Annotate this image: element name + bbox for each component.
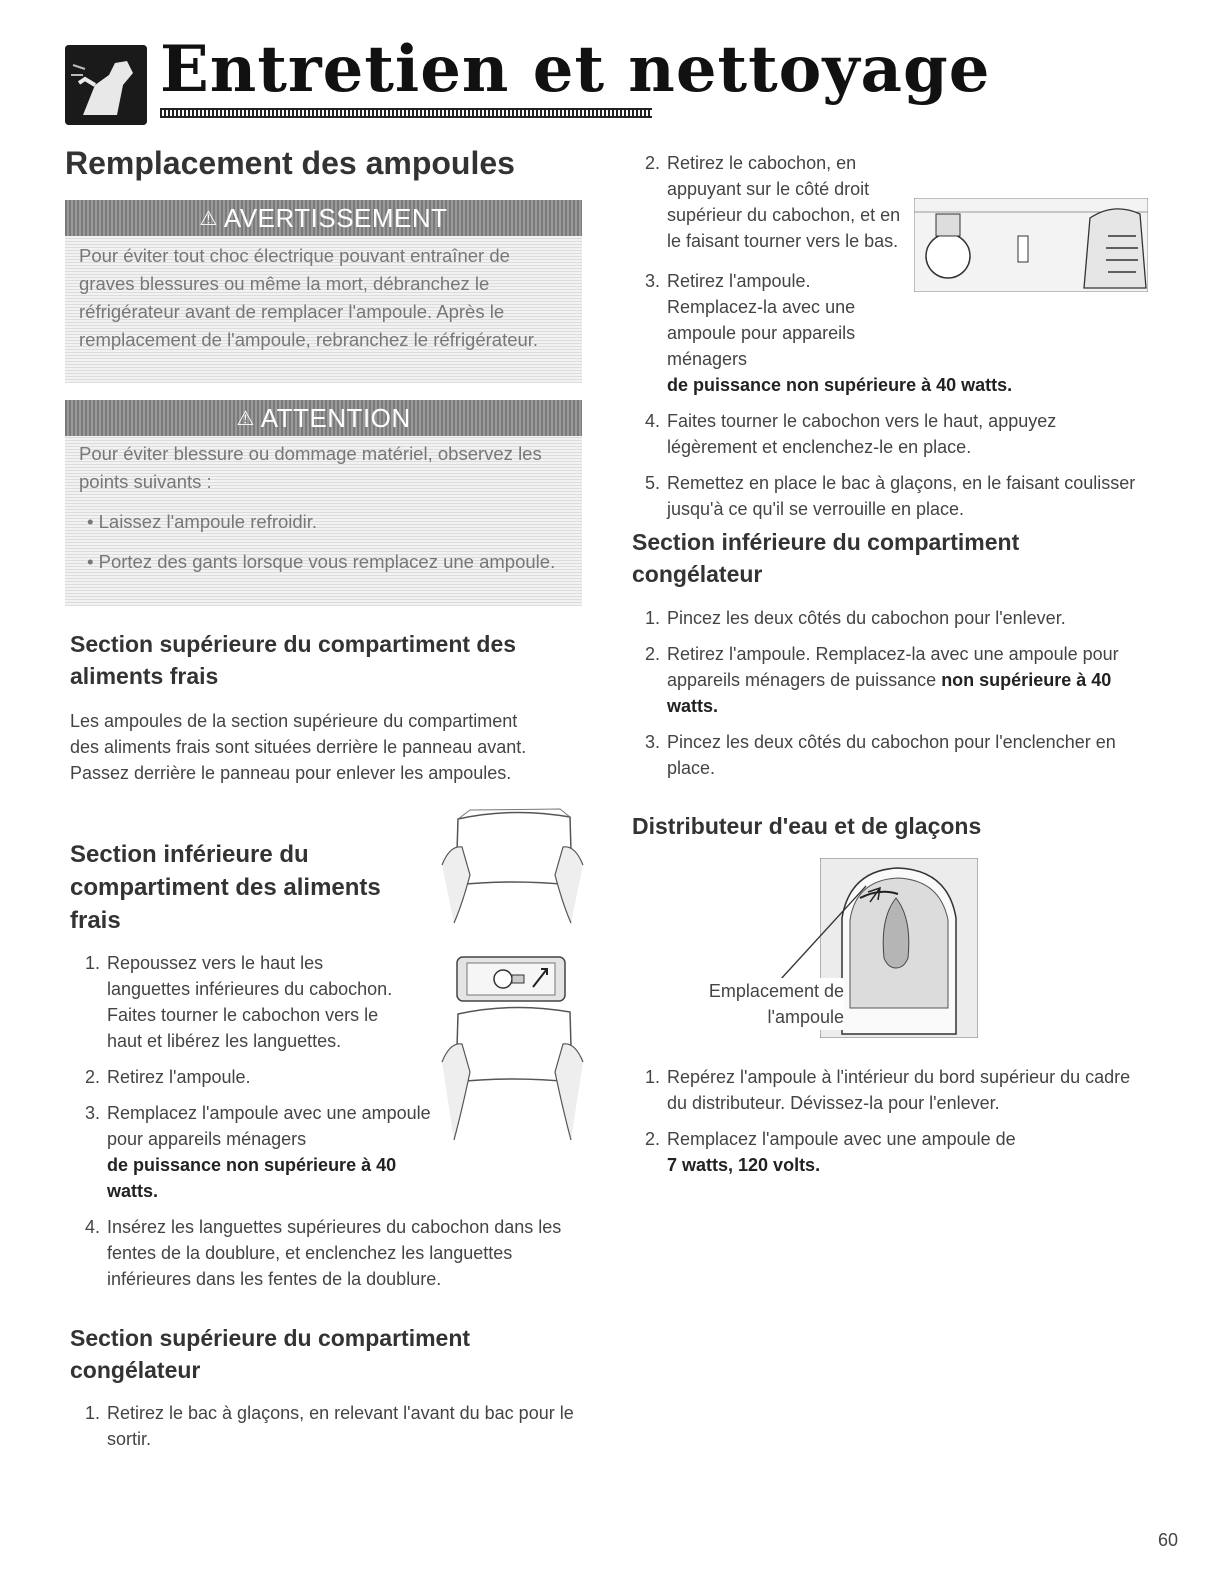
bulb-location-callout: Emplacement de l'ampoule: [676, 978, 844, 1030]
freezer-lower-steps: [645, 605, 1145, 791]
fresh-lower-steps: [85, 950, 565, 1302]
list-item: 4. Faites tourner le cabochon vers le haut, appuyez légèrement et enclenchez-le en place.: [645, 411, 1057, 457]
list-item: 2. Retirez le cabochon, en appuyant sur le côté droit supérieur du cabochon, et en le faisant tourner vers le bas.: [645, 153, 901, 251]
caution-bullet: • Portez des gants lorsque vous remplacez une ampoule.: [87, 551, 556, 572]
list-item: 2. Retirez l'ampoule.: [85, 1067, 251, 1087]
caution-bullet: • Laissez l'ampoule refroidir.: [87, 511, 318, 532]
warning-label: AVERTISSEMENT: [223, 202, 448, 233]
page-number: 60: [1158, 1530, 1179, 1550]
list-item: 2. Remplacez l'ampoule avec une ampoule de 7 watts, 120 volts.: [645, 1129, 1016, 1175]
freezer-lower-heading: Section inférieure du compartiment congélateur: [632, 529, 1020, 587]
page-title: Entretien et nettoyage: [160, 32, 991, 107]
caution-triangle-icon: ⚠: [236, 407, 255, 430]
list-item: 3. Pincez les deux côtés du cabochon pour l'enclencher en place.: [645, 732, 1116, 778]
freezer-upper-heading: Section supérieure du compartiment congélateur: [70, 1325, 471, 1383]
list-item: 1. Repérez l'ampoule à l'intérieur du bord supérieur du cadre du distributeur. Dévissez-la pour l'enlever.: [645, 1067, 1131, 1113]
list-item: 1. Repoussez vers le haut les languettes inférieures du cabochon. Faites tourner le cabochon vers le haut et libérez les languettes.: [85, 953, 393, 1051]
list-item: 1. Retirez le bac à glaçons, en relevant l'avant du bac pour le sortir.: [85, 1403, 574, 1449]
fresh-upper-heading: Section supérieure du compartiment des aliments frais: [70, 631, 517, 689]
warning-text: Pour éviter tout choc électrique pouvant entraîner de graves blessures ou même la mort, débranchez le réfrigérateur avant de remplacer l'ampoule. Après le remplacement de l'ampoule, rebranchez le réfrigérateur.: [79, 245, 539, 350]
list-item: 3. Remplacez l'ampoule avec une ampoule pour appareils ménagers de puissance non supérieure à 40 watts.: [85, 1103, 431, 1201]
caution-header: [65, 400, 582, 436]
list-item: 3. Retirez l'ampoule. Remplacez-la avec une ampoule pour appareils ménagers de puissance non supérieure à 40 watts.: [645, 271, 1013, 395]
title-underline: [160, 108, 652, 118]
fresh-lower-heading: Section inférieure du compartiment des aliments frais: [70, 841, 381, 934]
list-item: 2. Retirez l'ampoule. Remplacez-la avec une ampoule pour appareils ménagers de puissance non supérieure à 40 watts.: [645, 644, 1119, 716]
panel-hands-illustration: [440, 805, 585, 930]
list-item: 4. Insérez les languettes supérieures du cabochon dans les fentes de la doublure, et enclenchez les languettes inférieures dans les fentes de la doublure.: [85, 1217, 562, 1289]
caution-intro: Pour éviter blessure ou dommage matériel, observez les points suivants :: [79, 443, 542, 492]
dispenser-steps: [645, 1064, 1155, 1188]
warning-box: [65, 200, 582, 383]
caution-label: ATTENTION: [260, 402, 411, 433]
fresh-upper-text: Les ampoules de la section supérieure du compartiment des aliments frais sont situées derrière le panneau avant. Passez derrière le panneau pour enlever les ampoules.: [70, 711, 527, 783]
list-item: 1. Pincez les deux côtés du cabochon pour l'enlever.: [645, 608, 1066, 628]
freezer-upper-steps-a: [85, 1400, 575, 1462]
warning-header: [65, 200, 582, 236]
warning-triangle-icon: ⚠: [199, 207, 218, 230]
dispenser-heading: Distributeur d'eau et de glaçons: [632, 813, 982, 839]
cleaning-spray-icon: [65, 45, 147, 125]
caution-box: [65, 400, 582, 606]
callout-leader-line: [770, 880, 880, 990]
section-heading: Remplacement des ampoules: [65, 145, 515, 181]
list-item: 5. Remettez en place le bac à glaçons, en le faisant coulisser jusqu'à ce qu'il se verrouille en place.: [645, 473, 1136, 519]
freezer-upper-steps-c: [645, 268, 1145, 532]
